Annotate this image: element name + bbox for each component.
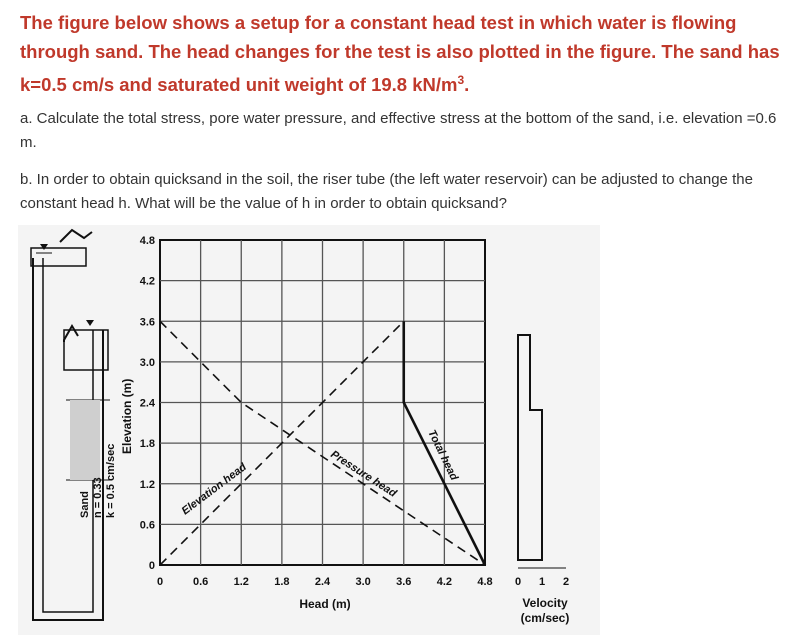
x-tick-label: 3.6 — [396, 576, 412, 588]
y-tick-label: 4.8 — [139, 235, 155, 247]
x-tick-label: 1.8 — [274, 576, 290, 588]
y-tick-label: 3.6 — [139, 316, 155, 329]
x-tick-label: 2.4 — [314, 576, 331, 588]
velocity-tick-2: 2 — [562, 576, 570, 588]
part-b-question: b. In order to obtain quicksand in the soil, the riser tube (the left water reservoir) can be adjusted to change the constant head h. What will be the value of h in order to obtain quicksand? — [20, 171, 753, 212]
elevation-head-label: Elevation head — [179, 461, 249, 518]
total-head-label: Total head — [425, 428, 461, 483]
y-tick-label: 1.8 — [139, 438, 155, 451]
y-tick-label: 0 — [148, 560, 155, 572]
porosity-label: n = 0.33 — [92, 477, 104, 518]
x-tick-label: 3.0 — [355, 576, 371, 588]
y-axis-label: Elevation (m) — [120, 378, 134, 454]
intro-end: . — [464, 74, 470, 96]
y-tick-label: 1.2 — [139, 478, 155, 491]
x-tick-label: 1.2 — [233, 576, 249, 588]
pressure-head-label: Pressure head — [328, 448, 399, 500]
sand-label: Sand — [79, 491, 91, 518]
y-tick-label: 3.0 — [139, 356, 155, 369]
x-tick-label: 0 — [156, 576, 164, 588]
x-tick-label: 4.2 — [436, 576, 453, 588]
velocity-tick-0: 0 — [514, 576, 522, 588]
x-tick-label: 4.8 — [477, 576, 493, 588]
y-tick-label: 4.2 — [139, 275, 155, 288]
intro-text: The figure below shows a setup for a constant head test in which water is flowing through sand. The head changes for the test is also plotted in the figure. The sand has k=0.5 cm/s and saturated unit weight of 19.8 kN/m — [20, 12, 780, 96]
x-axis-label: Head (m) — [299, 597, 351, 611]
velocity-unit: (cm/sec) — [520, 611, 570, 625]
x-tick-label: 0.6 — [192, 576, 209, 588]
permeability-label: k = 0.5 cm/sec — [105, 443, 117, 518]
velocity-label: Velocity — [522, 596, 568, 610]
y-tick-label: 2.4 — [139, 397, 155, 410]
part-a-question: a. Calculate the total stress, pore water pressure, and effective stress at the bottom of the sand, i.e. elevation =0.6 m. — [20, 110, 777, 151]
figure-background — [18, 225, 600, 635]
velocity-tick-1: 1 — [538, 576, 546, 588]
intro-exponent: 3 — [457, 73, 465, 87]
sand-sample — [70, 400, 100, 480]
y-tick-label: 0.6 — [139, 519, 155, 532]
